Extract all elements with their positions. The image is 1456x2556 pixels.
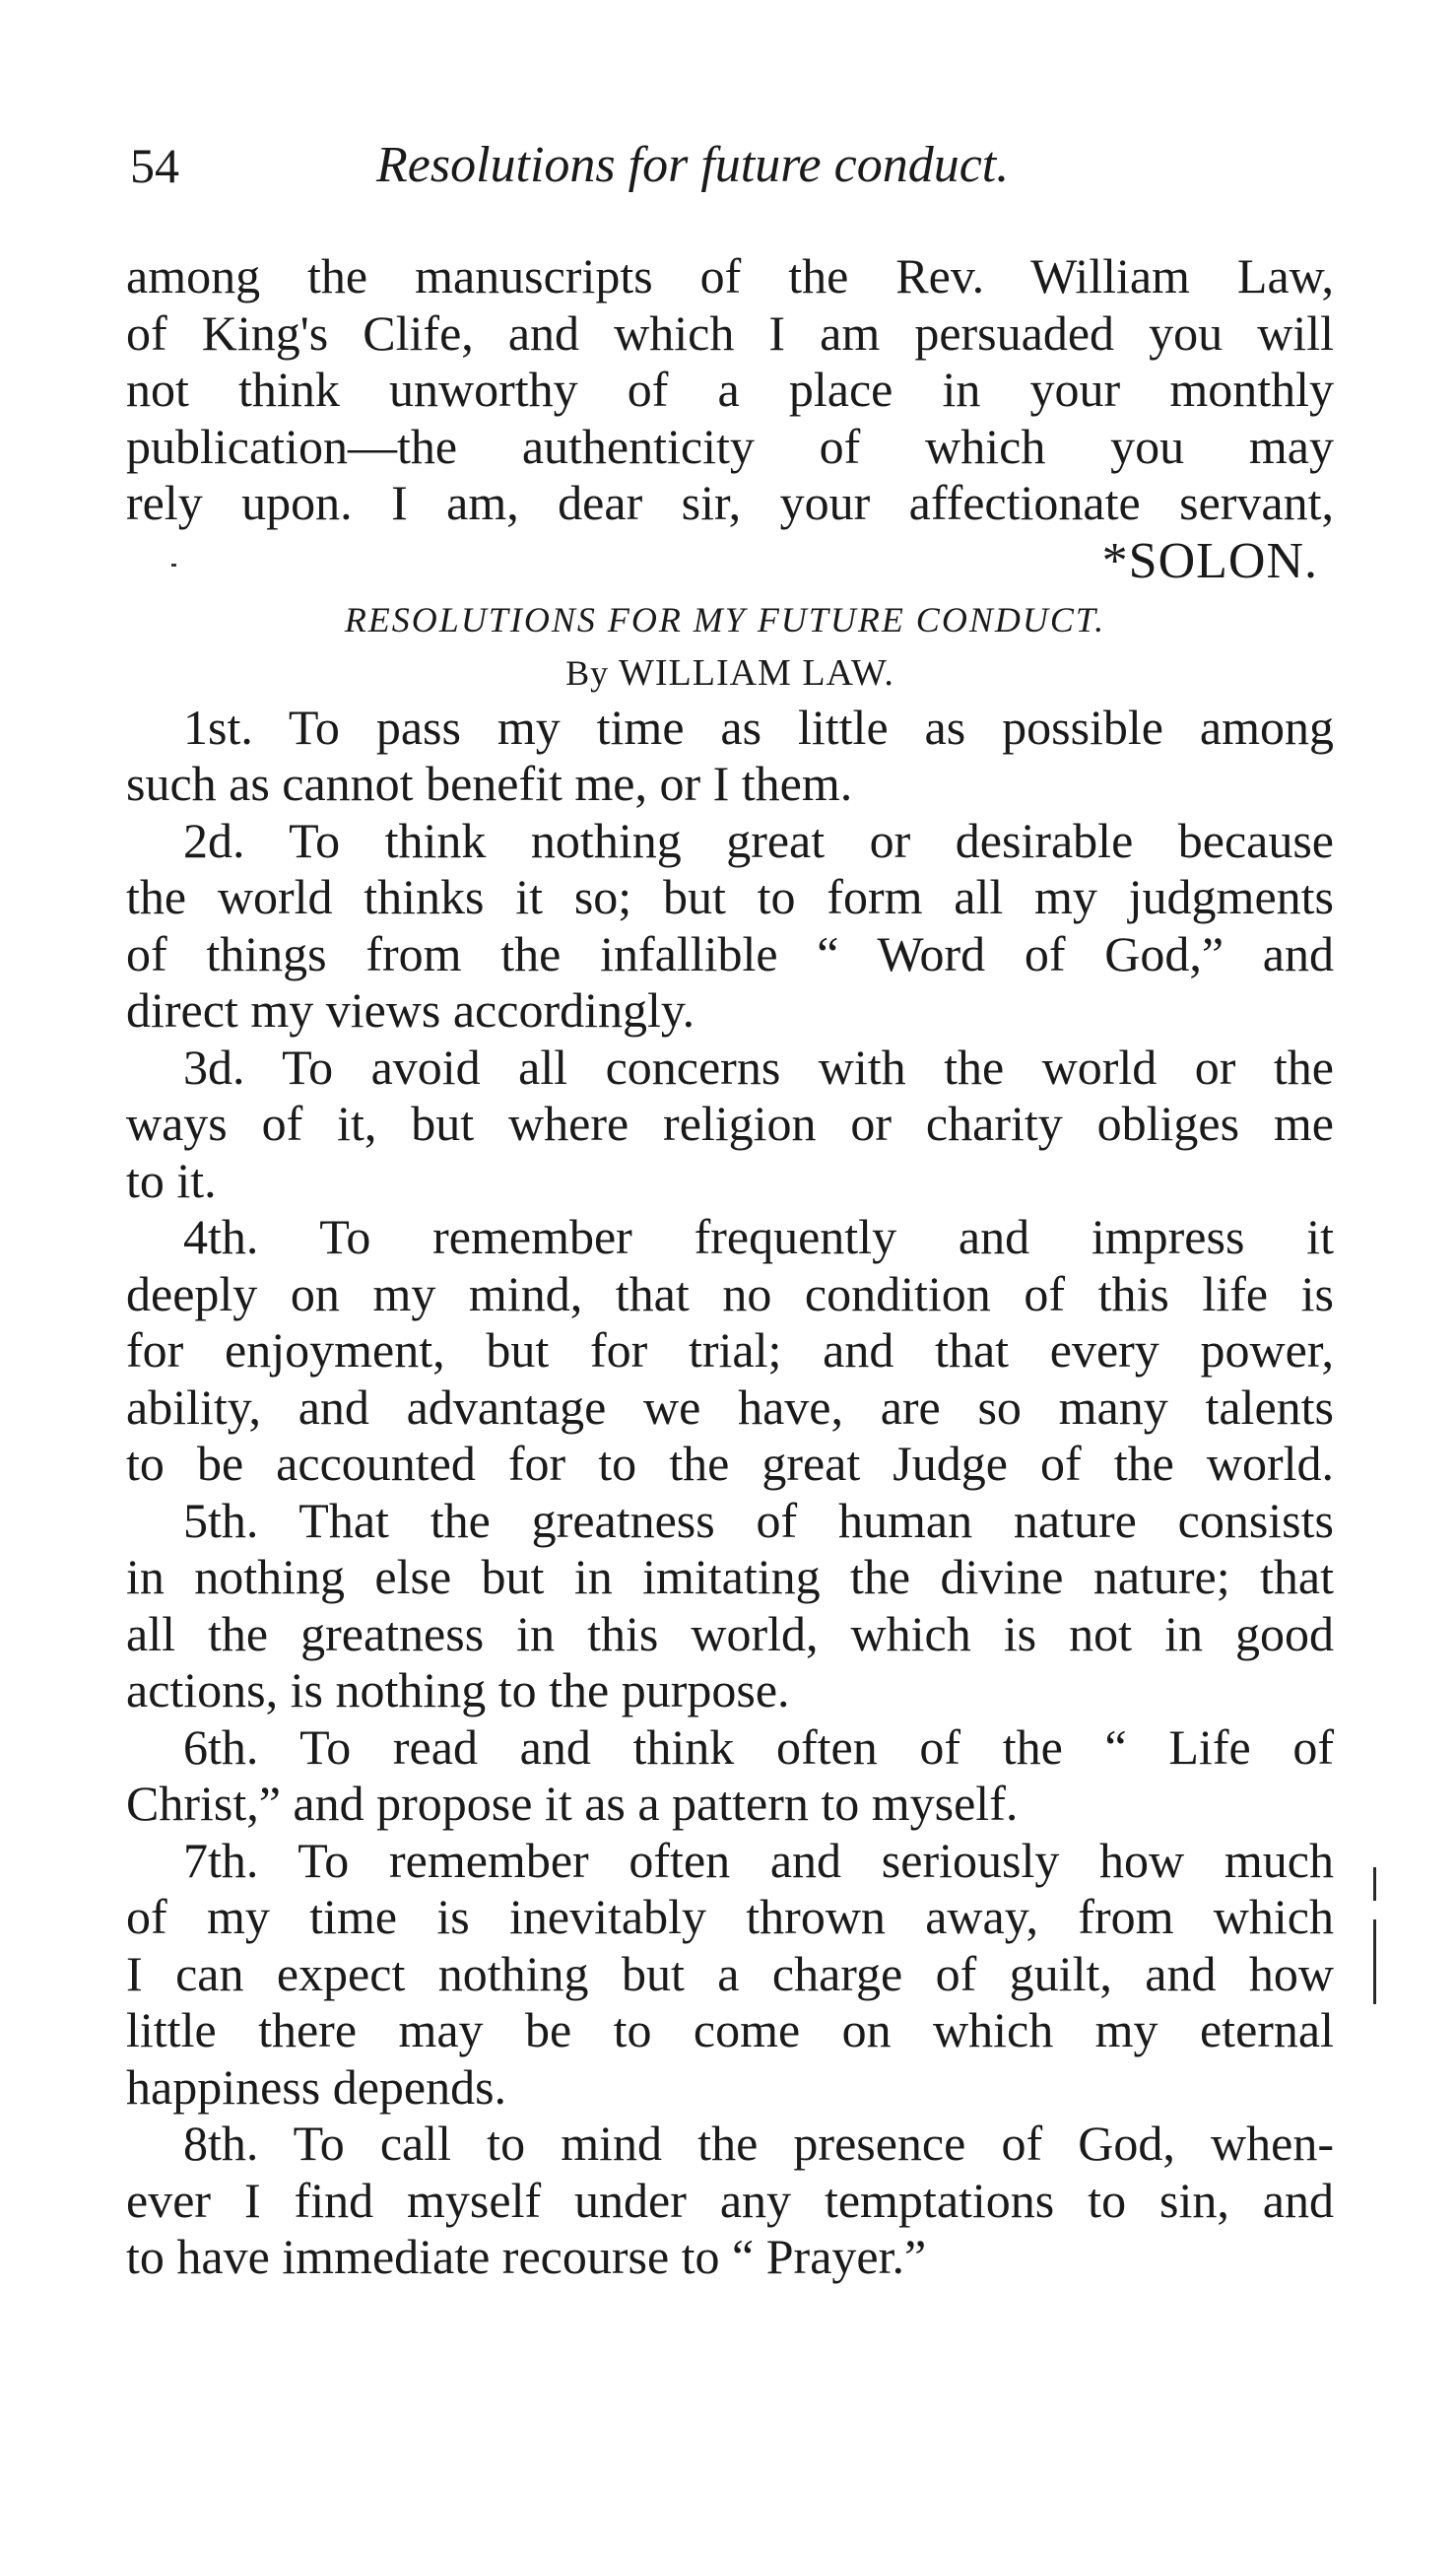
letter-line: not think unworthy of a place in your monthly bbox=[126, 362, 1334, 417]
byline-author: WILLIAM LAW. bbox=[619, 651, 894, 694]
resolution-line: actions, is nothing to the purpose. bbox=[126, 1662, 790, 1717]
resolution-line: ability, and advantage we have, are so many talents bbox=[126, 1379, 1334, 1435]
resolution-line: 5th. That the greatness of human nature consists bbox=[183, 1492, 1334, 1548]
byline-prefix: By bbox=[565, 652, 610, 693]
page-number: 54 bbox=[130, 138, 179, 193]
resolutions-list bbox=[126, 700, 1334, 2286]
resolution-line: to have immediate recourse to “ Prayer.” bbox=[126, 2229, 927, 2284]
resolution-line: 3d. To avoid all concerns with the world or the bbox=[183, 1039, 1334, 1095]
resolution-line: 1st. To pass my time as little as possible among bbox=[183, 699, 1334, 755]
resolution-line: all the greatness in this world, which is not in good bbox=[126, 1605, 1334, 1661]
margin-mark bbox=[1373, 1867, 1376, 1901]
page-body bbox=[126, 248, 1334, 2286]
resolution-line: little there may be to come on which my eternal bbox=[126, 2002, 1334, 2057]
letter-line: rely upon. I am, dear sir, your affectionate servant, bbox=[126, 475, 1334, 530]
resolution-line: direct my views accordingly. bbox=[126, 982, 695, 1038]
resolution-line: 2d. To think nothing great or desirable because bbox=[183, 812, 1334, 868]
resolution-line: ways of it, but where religion or charity obliges me bbox=[126, 1096, 1334, 1151]
resolution-line: ever I find myself under any temptations to sin, and bbox=[126, 2172, 1334, 2228]
resolution-line: such as cannot benefit me, or I them. bbox=[126, 756, 853, 811]
letter-text bbox=[126, 248, 1334, 532]
resolution-line: Christ,” and propose it as a pattern to myself. bbox=[126, 1776, 1019, 1831]
resolution-line: 6th. To read and think often of the “ Life of bbox=[183, 1718, 1334, 1775]
letter-line: publication—the authenticity of which you may bbox=[126, 418, 1334, 474]
resolution-line: 8th. To call to mind the presence of God, when- bbox=[183, 2116, 1334, 2171]
margin-mark bbox=[1373, 1919, 1376, 2004]
byline bbox=[126, 648, 1334, 700]
resolutions-title: RESOLUTIONS FOR MY FUTURE CONDUCT. bbox=[344, 599, 1106, 639]
letter-line: of King's Clife, and which I am persuaded you will bbox=[126, 304, 1334, 361]
resolution-line: the world thinks it so; but to form all my judgments bbox=[126, 869, 1334, 924]
resolution-line: to it. bbox=[126, 1152, 217, 1208]
resolution-line: 4th. To remember frequently and impress it bbox=[183, 1209, 1334, 1264]
resolution-line: for enjoyment, but for trial; and that every power, bbox=[126, 1322, 1334, 1378]
signature: *SOLON. bbox=[1101, 532, 1318, 589]
resolution-line: I can expect nothing but a charge of guilt, and how bbox=[126, 1945, 1334, 2001]
resolution-line: deeply on my mind, that no condition of this life is bbox=[126, 1265, 1334, 1321]
letter-line: among the manuscripts of the Rev. William Law, bbox=[126, 248, 1334, 303]
resolution-line: to be accounted for to the great Judge of the world. bbox=[126, 1436, 1334, 1491]
running-head: Resolutions for future conduct. bbox=[376, 137, 1010, 193]
page-header bbox=[130, 136, 1332, 205]
resolution-line: in nothing else but in imitating the divine nature; that bbox=[126, 1549, 1334, 1604]
resolution-line: of things from the infallible “ Word of God,” and bbox=[126, 925, 1334, 981]
resolution-line: 7th. To remember often and seriously how much bbox=[183, 1832, 1334, 1888]
resolution-line: of my time is inevitably thrown away, from which bbox=[126, 1889, 1334, 1944]
resolution-line: happiness depends. bbox=[126, 2058, 507, 2115]
